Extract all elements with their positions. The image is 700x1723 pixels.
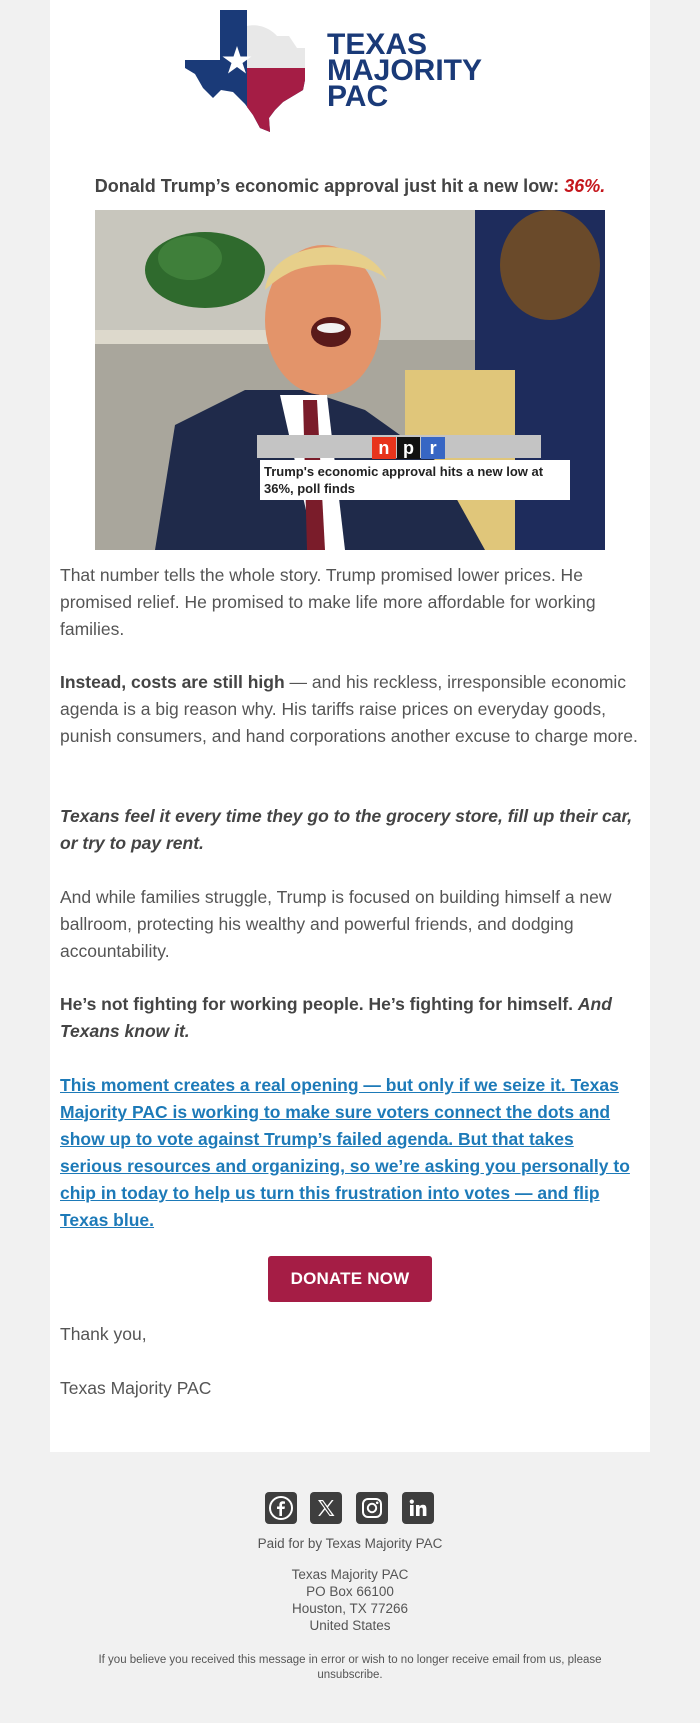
npr-logo-r: r (421, 437, 445, 459)
npr-logo (372, 437, 445, 459)
texas-majority-pac-logo (185, 10, 525, 135)
headline-text: Donald Trump’s economic approval just hit a new low: (94, 176, 565, 196)
signoff-name: Texas Majority PAC (60, 1378, 212, 1398)
paragraph-5-italic: And Texans know it. (60, 994, 612, 1041)
address-line-2: PO Box 66100 (306, 1584, 394, 1599)
x-icon[interactable] (310, 1492, 342, 1524)
paragraph-1: That number tells the whole story. Trump promised lower prices. He promised relief. He promised to make life more affordable for working families. (60, 565, 596, 639)
photo-caption: Trump's economic approval hits a new low at 36%, poll finds (260, 460, 570, 500)
paid-for-text: Paid for by Texas Majority PAC (257, 1536, 443, 1551)
unsubscribe-disclaimer[interactable]: If you believe you received this message in error or wish to no longer receive email from us, please unsubscribe. (98, 1654, 602, 1681)
cta-paragraph (60, 1072, 640, 1234)
news-photo[interactable] (95, 210, 605, 550)
facebook-icon[interactable] (265, 1492, 297, 1524)
instagram-icon[interactable] (356, 1492, 388, 1524)
paragraph-5-bold: He’s not fighting for working people. He’s fighting for himself. (60, 994, 578, 1014)
paragraph-2-bold: Instead, costs are still high (60, 672, 285, 692)
logo-line-2: MAJORITY (327, 54, 483, 87)
npr-logo-bar (257, 435, 541, 458)
npr-logo-n: n (372, 437, 396, 459)
paragraph-3: Texans feel it every time they go to the grocery store, fill up their car, or try to pay rent. (60, 806, 633, 853)
paragraph-4: And while families struggle, Trump is focused on building himself a new ballroom, protecting his wealthy and powerful friends, and dodging accountability. (60, 887, 612, 961)
address-line-1: Texas Majority PAC (291, 1567, 409, 1582)
paragraph-2-rest: — and his reckless, irresponsible economic agenda is a big reason why. His tariffs raise prices on everyday goods, punish consumers, and hand corporations another excuse to charge more. (60, 672, 638, 746)
donate-now-button[interactable]: DONATE NOW (268, 1256, 432, 1302)
texas-flag-map-icon (185, 10, 305, 132)
signoff-thanks: Thank you, (60, 1324, 147, 1344)
paragraph-5 (60, 991, 640, 1045)
cta-link[interactable]: This moment creates a real opening — but only if we seize it. Texas Majority PAC is working to make sure voters connect the dots and show up to vote against Trump’s failed agenda. But that takes serious resources and organizing, so we’re asking you personally to chip in today to help us turn this frustration into votes — and flip Texas blue. (60, 1075, 630, 1230)
logo-line-3: PAC (327, 80, 389, 113)
address-line-3: Houston, TX 77266 (291, 1601, 409, 1616)
linkedin-icon[interactable] (402, 1492, 434, 1524)
headline-stat: 36%. (564, 176, 606, 196)
npr-logo-p: p (397, 437, 421, 459)
headline (60, 175, 640, 197)
paragraph-2 (60, 669, 640, 750)
logo-line-1: TEXAS (327, 28, 428, 61)
address-line-4: United States (309, 1618, 391, 1633)
